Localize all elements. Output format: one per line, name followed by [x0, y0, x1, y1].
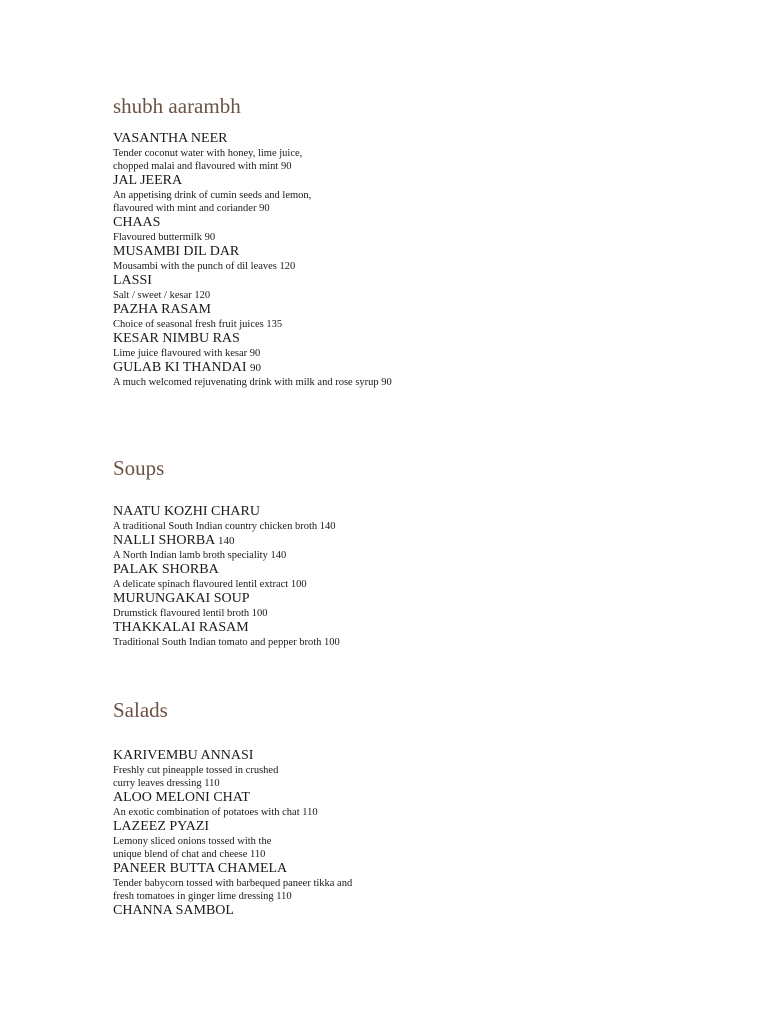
- item-name: JAL JEERA: [113, 173, 183, 188]
- item-name-row: [113, 533, 340, 549]
- item-desc: Choice of seasonal fresh fruit juices 135: [113, 319, 283, 330]
- menu-item: [113, 302, 392, 331]
- item-name: LAZEEZ PYAZI: [113, 819, 210, 834]
- menu-item: [113, 504, 340, 533]
- menu-item: [113, 790, 352, 819]
- item-desc: A much welcomed rejuvenating drink with milk and rose syrup 90: [113, 377, 392, 388]
- item-desc: Lemony sliced onions tossed with the unique blend of chat and cheese 110: [113, 836, 272, 860]
- item-name-row: [113, 360, 392, 376]
- section-salads: [113, 698, 352, 919]
- item-name: PALAK SHORBA: [113, 562, 219, 577]
- menu-item: [113, 173, 392, 215]
- item-desc: An exotic combination of potatoes with chat 110: [113, 807, 318, 818]
- item-name: GULAB KI THANDAI: [113, 360, 247, 375]
- section-title: shubh aarambh: [113, 94, 241, 118]
- item-name: THAKKALAI RASAM: [113, 620, 249, 635]
- section-title: Soups: [113, 456, 165, 480]
- item-desc: Salt / sweet / kesar 120: [113, 290, 211, 301]
- item-desc: A traditional South Indian country chicken broth 140: [113, 521, 336, 532]
- menu-item: [113, 273, 392, 302]
- item-name: KESAR NIMBU RAS: [113, 331, 240, 346]
- item-desc: A North Indian lamb broth speciality 140: [113, 550, 287, 561]
- item-name: CHANNA SAMBOL: [113, 903, 234, 918]
- item-desc: An appetising drink of cumin seeds and lemon, flavoured with mint and coriander 90: [113, 190, 312, 214]
- menu-item: [113, 620, 340, 649]
- item-desc: Tender coconut water with honey, lime juice, chopped malai and flavoured with mint 90: [113, 148, 303, 172]
- menu-item: [113, 331, 392, 360]
- item-desc: Lime juice flavoured with kesar 90: [113, 348, 261, 359]
- item-desc: Tender babycorn tossed with barbequed paneer tikka and fresh tomatoes in ginger lime dressing 110: [113, 878, 353, 902]
- menu-item: [113, 131, 392, 173]
- item-desc: Traditional South Indian tomato and pepper broth 100: [113, 637, 340, 648]
- item-name: KARIVEMBU ANNASI: [113, 748, 254, 763]
- menu-item: [113, 562, 340, 591]
- item-price: 140: [218, 535, 235, 547]
- item-name: LASSI: [113, 273, 152, 288]
- item-price: 90: [250, 362, 262, 374]
- menu-item: [113, 903, 352, 919]
- item-desc: Flavoured buttermilk 90: [113, 232, 216, 243]
- item-name: ALOO MELONI CHAT: [113, 790, 250, 805]
- item-name: MUSAMBI DIL DAR: [113, 244, 240, 259]
- item-name: NAATU KOZHI CHARU: [113, 504, 260, 519]
- item-name: MURUNGAKAI SOUP: [113, 591, 250, 606]
- item-desc: Freshly cut pineapple tossed in crushed curry leaves dressing 110: [113, 765, 279, 789]
- item-name: VASANTHA NEER: [113, 131, 228, 146]
- menu-item: [113, 748, 352, 790]
- section-title: Salads: [113, 698, 168, 722]
- item-desc: Drumstick flavoured lentil broth 100: [113, 608, 268, 619]
- menu-item: [113, 215, 392, 244]
- item-name: NALLI SHORBA: [113, 533, 215, 548]
- menu-item: [113, 244, 392, 273]
- menu-item: [113, 861, 352, 903]
- menu-item: [113, 591, 340, 620]
- section-beverages: [113, 94, 392, 389]
- item-name: PANEER BUTTA CHAMELA: [113, 861, 288, 876]
- item-name: CHAAS: [113, 215, 161, 230]
- item-desc: A delicate spinach flavoured lentil extract 100: [113, 579, 307, 590]
- section-soups: [113, 456, 340, 649]
- menu-item: [113, 533, 340, 562]
- item-name: PAZHA RASAM: [113, 302, 211, 317]
- menu-item: [113, 360, 392, 389]
- item-desc: Mousambi with the punch of dil leaves 120: [113, 261, 296, 272]
- menu-item: [113, 819, 352, 861]
